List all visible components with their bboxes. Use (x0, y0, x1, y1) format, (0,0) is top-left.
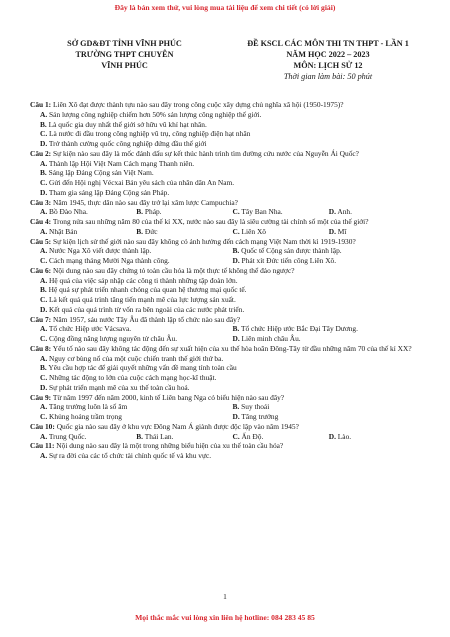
question-number: Câu 8: (30, 343, 52, 353)
option-text: Trung Quốc. (48, 431, 87, 441)
answer-option[interactable] (233, 227, 329, 237)
answer-option[interactable] (329, 432, 425, 442)
option-letter: D. (40, 139, 48, 148)
option-text: Nguy cơ bùng nổ của một cuộc chiến tranh thế giới thứ ba. (49, 353, 224, 363)
option-letter: B. (40, 168, 47, 178)
answer-option[interactable] (40, 451, 425, 461)
answer-option[interactable] (40, 363, 425, 373)
option-text: Mĩ (337, 226, 347, 236)
question-stem (30, 422, 425, 432)
option-text: Khủng hoảng trầm trọng (49, 412, 122, 421)
answer-option[interactable] (40, 168, 425, 178)
answer-option[interactable] (40, 227, 136, 237)
answer-option[interactable] (233, 207, 329, 217)
answer-option[interactable] (329, 227, 425, 237)
answer-option[interactable] (40, 402, 233, 412)
option-letter: A. (40, 353, 48, 363)
option-text: Sự ra đời của các tổ chức tài chính quốc tế và khu vực. (49, 451, 212, 460)
answer-option[interactable] (40, 373, 425, 383)
option-text: Liên Xô (241, 226, 266, 236)
question-text: Liên Xô đạt được thành tựu nào sau đây trong công cuộc xây dựng chủ nghĩa xã hội (1950-1975)? (53, 100, 344, 109)
option-letter: A. (40, 207, 48, 217)
hotline-footer[interactable]: Mọi thắc mắc vui lòng xin liên hệ hotline: 084 283 45 85 (135, 613, 315, 622)
answer-option[interactable] (233, 334, 426, 344)
question-block (30, 441, 425, 461)
option-text: Tăng trưởng luôn là số âm (48, 402, 128, 412)
option-text: Lào. (337, 431, 352, 441)
question-number: Câu 2: (30, 148, 52, 158)
option-text: Tổ chức Hiệp ước Bắc Đại Tây Dương. (241, 324, 358, 334)
question-number: Câu 11: (30, 441, 55, 451)
question-stem (30, 266, 425, 276)
question-block (30, 344, 425, 393)
option-letter: B. (232, 246, 240, 256)
answer-option[interactable] (329, 207, 425, 217)
school-header (42, 38, 207, 71)
option-letter: A. (40, 402, 48, 412)
question-stem (30, 217, 425, 227)
option-text: Suy thoái (241, 402, 270, 412)
option-text: Nước Nga Xô viết được thành lập. (49, 246, 152, 256)
option-letter: D. (232, 412, 240, 421)
question-number: Câu 6: (30, 265, 52, 275)
answer-option[interactable] (233, 412, 426, 422)
option-text: Hệ quả sự phát triển nhanh chóng của quan hệ thương mại quốc tế. (48, 285, 247, 295)
exam-header (228, 38, 428, 82)
answer-option[interactable] (40, 256, 233, 266)
answer-option[interactable] (40, 120, 425, 130)
question-stem (30, 393, 425, 403)
option-text: Sáng lập Đảng Cộng sản Việt Nam. (48, 168, 154, 178)
option-text: Gửi đến Hội nghị Vécxai Bản yêu sách của nhân dân An Nam. (49, 178, 235, 187)
answer-option[interactable] (40, 139, 425, 149)
option-letter: D. (328, 431, 336, 441)
option-text: Là quốc gia duy nhất thế giới sở hữu vũ khí hạt nhân. (48, 119, 207, 129)
answer-option[interactable] (40, 383, 425, 393)
option-letter: B. (40, 119, 47, 129)
option-text: Trở thành cường quốc công nghiệp đứng đầu thế giới (48, 139, 207, 148)
option-letter: C. (40, 334, 48, 343)
option-letter: A. (40, 431, 48, 441)
answer-option[interactable] (40, 178, 425, 188)
option-letter: C. (232, 431, 240, 441)
question-text: Năm 1957, sáu nước Tây Âu đã thành lập tổ chức nào sau đây? (53, 314, 241, 324)
option-text: Tây Ban Nha. (241, 207, 283, 217)
answer-option[interactable] (40, 305, 425, 315)
answer-option[interactable] (40, 334, 233, 344)
option-letter: D. (40, 304, 48, 314)
option-text: Đức (144, 226, 158, 236)
options-row (40, 324, 425, 334)
question-stem (30, 441, 425, 451)
school-name: TRƯỜNG THPT CHUYÊN (75, 50, 174, 59)
question-number: Câu 5: (30, 236, 52, 246)
answer-option[interactable] (233, 432, 329, 442)
option-letter: D. (328, 226, 336, 236)
question-text: Sự kiện nào sau đây là mốc đánh dấu sự kết thúc hành trình tìm đường cứu nước của Nguyễn Ái Quốc? (53, 148, 359, 158)
option-letter: C. (40, 129, 48, 139)
option-letter: D. (40, 382, 48, 392)
option-text: Cộng đồng năng lượng nguyên tử châu Âu. (49, 334, 178, 343)
answer-option[interactable] (136, 227, 232, 237)
department-name: SỞ GD&ĐT TỈNH VĨNH PHÚC (67, 39, 182, 48)
option-text: Cách mạng tháng Mười Nga thành công. (49, 256, 170, 265)
option-text: Những tác động to lớn của cuộc cách mạng học-kĩ thuật. (49, 373, 217, 382)
question-stem (30, 149, 425, 159)
option-letter: B. (136, 207, 144, 217)
options-row (40, 227, 425, 237)
option-letter: B. (136, 226, 144, 236)
option-letter: A. (40, 275, 48, 285)
preview-banner[interactable]: Đây là bản xem thử, vui lòng mua tài liệu để xem chi tiết (có lời giải) (114, 3, 336, 12)
option-text: Tăng trưởng (241, 412, 279, 421)
answer-option[interactable] (40, 432, 136, 442)
answer-option[interactable] (40, 354, 425, 364)
options-row (40, 207, 425, 217)
answer-option[interactable] (40, 159, 425, 169)
option-letter: A. (40, 246, 48, 256)
option-letter: A. (40, 158, 48, 168)
option-text: Bồ Đào Nha. (49, 207, 88, 217)
question-block (30, 149, 425, 198)
option-text: Ấn Độ. (241, 431, 264, 441)
question-block (30, 315, 425, 344)
answer-option[interactable] (40, 295, 425, 305)
question-number: Câu 7: (30, 314, 52, 324)
option-letter: A. (40, 109, 48, 119)
question-text: Năm 1945, thực dân nào sau đây trở lại xâm lược Campuchia? (53, 197, 238, 207)
question-block (30, 237, 425, 266)
option-letter: C. (40, 373, 48, 382)
answer-option[interactable] (40, 110, 425, 120)
answer-option[interactable] (136, 207, 232, 217)
option-letter: C. (40, 256, 48, 265)
question-text: Sự kiện lịch sử thế giới nào sau đây không có ảnh hưởng đến cách mạng Việt Nam thời kì 1919-1930? (53, 236, 356, 246)
option-letter: B. (40, 285, 47, 295)
question-number: Câu 3: (30, 197, 52, 207)
option-letter: B. (232, 402, 240, 412)
question-number: Câu 9: (30, 392, 52, 402)
answer-option[interactable] (40, 324, 233, 334)
option-letter: D. (328, 207, 336, 217)
question-text: Yếu tố nào sau đây không tác động đến sự xuất hiện của xu thế hòa hoãn Đông-Tây từ đầu những năm 70 của thế kỉ XX? (52, 343, 412, 353)
question-stem (30, 198, 425, 208)
answer-option[interactable] (40, 276, 425, 286)
option-letter: D. (232, 334, 240, 343)
option-letter: A. (40, 226, 48, 236)
question-block (30, 217, 425, 237)
page-number: 1 (223, 592, 227, 601)
question-stem (30, 315, 425, 325)
option-text: Thái Lan. (144, 431, 174, 441)
answer-option[interactable] (136, 432, 232, 442)
subject-name: MÔN: LỊCH SỬ 12 (293, 61, 363, 70)
exam-title: ĐỀ KSCL CÁC MÔN THI TN THPT - LẦN 1 (247, 39, 409, 48)
question-number: Câu 1: (30, 100, 52, 109)
answer-option[interactable] (40, 246, 233, 256)
option-text: Liên minh châu Âu. (241, 334, 301, 343)
option-letter: C. (40, 295, 48, 304)
options-row (40, 256, 425, 266)
question-number: Câu 4: (30, 217, 52, 226)
option-text: Pháp. (144, 207, 162, 217)
school-location: VĨNH PHÚC (101, 61, 148, 70)
options-row (40, 402, 425, 412)
answer-option[interactable] (40, 188, 425, 198)
option-text: Sản lượng công nghiệp chiếm hơn 50% sản lượng công nghiệp thế giới. (49, 109, 262, 119)
option-letter: D. (40, 187, 48, 197)
answer-option[interactable] (233, 246, 426, 256)
option-letter: B. (40, 363, 47, 373)
question-block (30, 198, 425, 218)
option-text: Nhật Bản (49, 226, 78, 236)
option-text: Quốc tế Cộng sản được thành lập. (241, 246, 342, 256)
option-letter: C. (40, 178, 48, 187)
option-letter: C. (232, 207, 240, 217)
option-text: Sự phát triển mạnh mẽ của xu thế toàn cầu hoá. (49, 382, 190, 392)
question-stem (30, 237, 425, 247)
options-row (40, 334, 425, 344)
option-letter: C. (232, 226, 240, 236)
school-year: NĂM HỌC 2022 – 2023 (286, 50, 370, 59)
option-text: Hệ quả của việc sáp nhập các công ti thành những tập đoàn lớn. (49, 275, 238, 285)
answer-option[interactable] (233, 402, 426, 412)
option-text: Anh. (337, 207, 352, 217)
option-text: Tổ chức Hiệp ước Vácsava. (48, 324, 132, 334)
option-letter: A. (40, 324, 48, 334)
question-list (30, 100, 425, 461)
option-text: Phát xít Đức tiến công Liên Xô. (241, 256, 337, 265)
option-text: Tham gia sáng lập Đảng Cộng sản Pháp. (48, 187, 170, 197)
options-row (40, 412, 425, 422)
answer-option[interactable] (233, 324, 426, 334)
option-letter: A. (40, 451, 48, 460)
option-letter: B. (136, 431, 144, 441)
question-block (30, 393, 425, 422)
question-text: Từ năm 1997 đến năm 2000, kinh tế Liên bang Nga có biểu hiện nào sau đây? (52, 392, 285, 402)
question-number: Câu 10: (30, 421, 55, 431)
question-block (30, 422, 425, 442)
question-text: Trong nửa sau những năm 80 của thế kỉ XX, nước nào sau đây là siêu cường tài chính số một của thế giới? (52, 217, 369, 226)
answer-option[interactable] (40, 129, 425, 139)
question-text: Quốc gia nào sau đây ở khu vực Đông Nam Á giành được độc lập vào năm 1945? (56, 421, 299, 431)
option-letter: C. (40, 412, 48, 421)
options-row (40, 246, 425, 256)
options-row (40, 432, 425, 442)
answer-option[interactable] (233, 256, 426, 266)
question-block (30, 266, 425, 315)
option-text: Thành lập Hội Việt Nam Cách mạng Thanh niên. (48, 158, 195, 168)
option-letter: D. (232, 256, 240, 265)
question-text: Nội dung nào sau đây là một trong những biểu hiện của xu thế toàn cầu hóa? (56, 441, 284, 451)
option-text: Là nước đi đầu trong công nghiệp vũ trụ, công nghiệp điện hạt nhân (49, 129, 251, 139)
option-text: Yêu cầu hợp tác để giải quyết những vấn đề mang tính toàn cầu (48, 363, 237, 373)
exam-duration: Thời gian làm bài: 50 phút (283, 72, 373, 81)
question-stem (30, 100, 425, 110)
answer-option[interactable] (40, 412, 233, 422)
answer-option[interactable] (40, 207, 136, 217)
answer-option[interactable] (40, 285, 425, 295)
option-text: Kết quả của quá trình từ vốn ra bên ngoài của các nước phát triển. (49, 304, 245, 314)
question-block (30, 100, 425, 149)
option-letter: B. (232, 324, 240, 334)
question-stem (30, 344, 425, 354)
option-text: Là kết quả quá trình tăng tiến mạnh mẽ của lực lượng sản xuất. (49, 295, 236, 304)
question-text: Nội dung nào sau đây chứng tỏ toàn cầu hóa là một thực tế không thể đảo ngược? (53, 265, 295, 275)
